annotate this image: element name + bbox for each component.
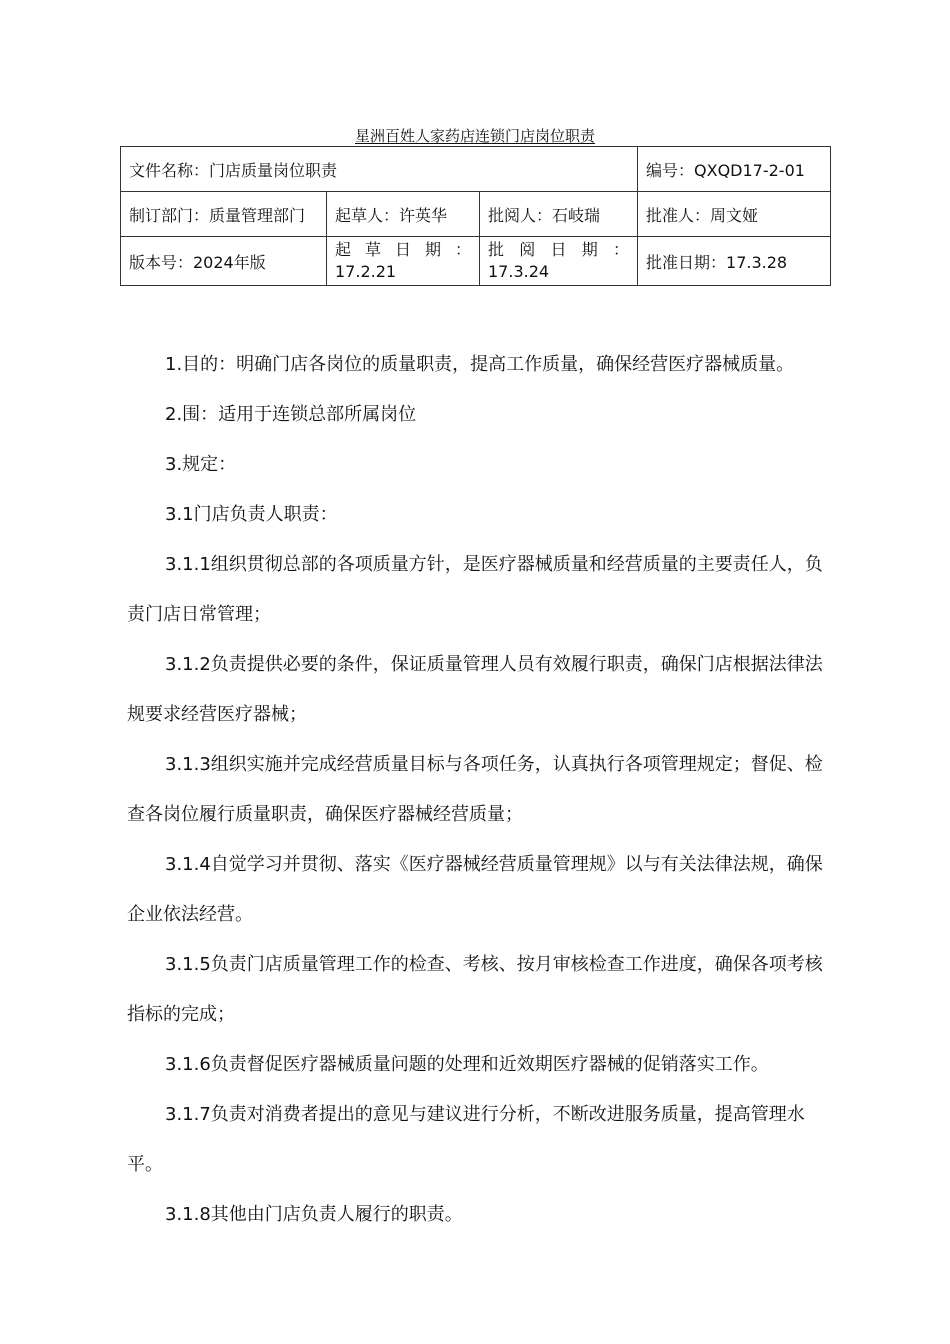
paragraph-duty-3-1-5: 3.1.5负责门店质量管理工作的检查、考核、按月审核检查工作进度，确保各项考核指标的完成； xyxy=(127,954,823,1025)
approve-date-cell: 批准日期：17.3.28 xyxy=(638,237,831,286)
file-name-cell: 文件名称：门店质量岗位职责 xyxy=(121,147,638,192)
paragraph-duty-3-1-2: 3.1.2负责提供必要的条件，保证质量管理人员有效履行职责，确保门店根据法律法规要求经营医疗器械； xyxy=(127,654,823,725)
paragraph-duty-3-1-3: 3.1.3组织实施并完成经营质量目标与各项任务，认真执行各项管理规定；督促、检查各岗位履行质量职责，确保医疗器械经营质量； xyxy=(127,754,823,825)
paragraph-purpose: 1.目的：明确门店各岗位的质量职责，提高工作质量，确保经营医疗器械质量。 xyxy=(165,354,795,375)
review-date-label: 批 阅 日 期 ： xyxy=(488,240,630,259)
drafter-cell: 起草人：许英华 xyxy=(327,192,480,237)
table-row xyxy=(121,192,831,237)
paragraph-duty-3-1-7: 3.1.7负责对消费者提出的意见与建议进行分析，不断改进服务质量，提高管理水平。 xyxy=(127,1104,805,1175)
version-cell: 版本号：2024年版 xyxy=(121,237,327,286)
document-info-table xyxy=(120,146,831,286)
paragraph-duty-3-1-8: 3.1.8其他由门店负责人履行的职责。 xyxy=(165,1204,463,1225)
paragraph-duty-3-1-4: 3.1.4自觉学习并贯彻、落实《医疗器械经营质量管理规》以与有关法律法规，确保企业依法经营。 xyxy=(127,854,823,925)
approver-cell: 批准人：周文娅 xyxy=(638,192,831,237)
document-body xyxy=(127,340,827,1240)
draft-date-value: 17.2.21 xyxy=(335,262,397,281)
paragraph-rules: 3.规定： xyxy=(165,454,237,475)
review-date-value: 17.3.24 xyxy=(488,262,550,281)
draft-date-cell xyxy=(327,237,480,286)
paragraph-store-manager-duties: 3.1门店负责人职责： xyxy=(165,504,338,525)
paragraph-scope: 2.围：适用于连锁总部所属岗位 xyxy=(165,404,417,425)
document-code-cell: 编号：QXQD17-2-01 xyxy=(638,147,831,192)
paragraph-duty-3-1-6: 3.1.6负责督促医疗器械质量问题的处理和近效期医疗器械的促销落实工作。 xyxy=(165,1054,769,1075)
department-cell: 制订部门：质量管理部门 xyxy=(121,192,327,237)
document-title: 星洲百姓人家药店连锁门店岗位职责 xyxy=(354,127,595,145)
reviewer-cell: 批阅人：石岐瑞 xyxy=(480,192,638,237)
paragraph-duty-3-1-1: 3.1.1组织贯彻总部的各项质量方针，是医疗器械质量和经营质量的主要责任人，负责门店日常管理； xyxy=(127,554,823,625)
review-date-cell xyxy=(480,237,638,286)
table-row xyxy=(121,237,831,286)
table-row xyxy=(121,147,831,192)
draft-date-label: 起 草 日 期 ： xyxy=(335,240,471,259)
